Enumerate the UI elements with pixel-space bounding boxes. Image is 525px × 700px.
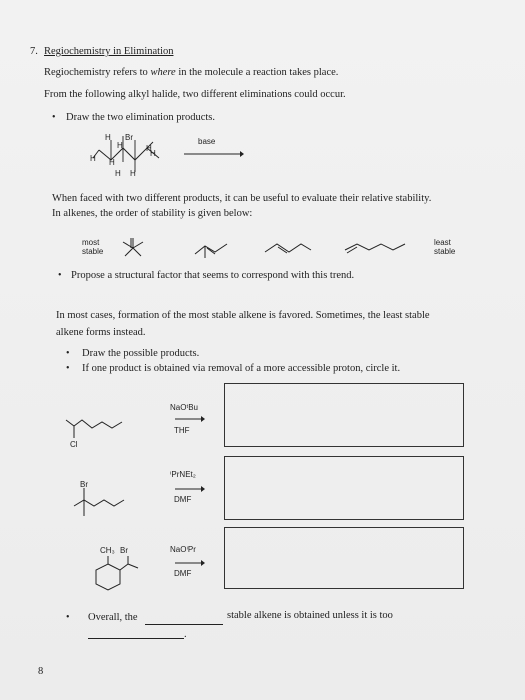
bullet-dot: • xyxy=(66,612,70,623)
cyclohexane-structure xyxy=(90,554,150,604)
bullet-draw-products: Draw the two elimination products. xyxy=(66,112,216,123)
reagent-bottom-a: THF xyxy=(174,426,190,435)
reagent-bottom-c: DMF xyxy=(174,569,192,578)
alkene-stability-series xyxy=(115,234,435,264)
conclusion-end: . xyxy=(184,629,187,640)
atom-h: H xyxy=(117,141,123,150)
substituent-ch3: CH₃ xyxy=(100,546,115,555)
reagent-top-c: NaOⁱPr xyxy=(170,545,196,554)
substituent-cl: Cl xyxy=(70,440,78,449)
reaction-arrow xyxy=(184,150,244,158)
atom-h: H xyxy=(115,169,121,178)
tetrasubstituted-alkene xyxy=(123,238,143,256)
bullet-dot: • xyxy=(66,348,70,359)
reagent-bottom-b: DMF xyxy=(174,495,192,504)
intro-line-1: Regiochemistry refers to where in the molecule a reaction takes place. xyxy=(44,67,339,78)
blank-line-1[interactable] xyxy=(145,624,223,625)
trisubstituted-alkene xyxy=(195,244,227,258)
cases-bullet-1: Draw the possible products. xyxy=(82,348,200,359)
atom-h: H xyxy=(146,144,152,153)
reaction-arrow xyxy=(175,559,205,567)
reagent-base: base xyxy=(198,137,216,146)
atom-h: H xyxy=(150,149,156,158)
substituent-br: Br xyxy=(80,480,88,489)
bullet-dot: • xyxy=(58,270,62,281)
answer-box-c[interactable] xyxy=(224,527,464,589)
substituent-br: Br xyxy=(120,546,128,555)
reagent-top-b: ⁱPrNEt₂ xyxy=(170,470,196,479)
stability-line-2: In alkenes, the order of stability is given below: xyxy=(52,208,253,219)
chloroalkane-structure xyxy=(62,416,132,456)
monosubstituted-alkene xyxy=(345,244,405,253)
cases-bullet-2: If one product is obtained via removal of a more accessible proton, circle it. xyxy=(82,363,401,374)
answer-box-a[interactable] xyxy=(224,383,464,447)
least-stable-label-2: stable xyxy=(434,247,456,256)
bullet-dot: • xyxy=(52,112,56,123)
cases-line-1: In most cases, formation of the most stable alkene is favored. Sometimes, the least stable xyxy=(56,310,430,321)
most-stable-label-2: stable xyxy=(82,247,104,256)
bullet-dot: • xyxy=(66,363,70,374)
alkyl-halide-skeleton xyxy=(85,128,205,188)
atom-h: H xyxy=(90,154,96,163)
structural-factor-prompt: Propose a structural factor that seems to correspond with this trend. xyxy=(71,270,355,281)
question-number: 7. xyxy=(30,46,38,57)
blank-line-2[interactable] xyxy=(88,638,184,639)
stability-line-1: When faced with two different products, it can be useful to evaluate their relative stability. xyxy=(52,193,432,204)
cases-line-2: alkene forms instead. xyxy=(56,327,146,338)
reaction-arrow xyxy=(175,485,205,493)
least-stable-label: least xyxy=(434,238,451,247)
conclusion-pre: Overall, the xyxy=(88,612,138,623)
disubstituted-alkene xyxy=(265,244,311,253)
question-title: Regiochemistry in Elimination xyxy=(44,46,174,57)
reaction-arrow xyxy=(175,415,205,423)
most-stable-label: most xyxy=(82,238,100,247)
bromoalkane-structure xyxy=(68,486,138,526)
page-number: 8 xyxy=(38,666,44,677)
atom-h-top: H xyxy=(105,133,111,142)
conclusion-mid: stable alkene is obtained unless it is too xyxy=(227,610,393,621)
atom-br: Br xyxy=(125,133,133,142)
reagent-top-a: NaOᵗBu xyxy=(170,403,198,412)
intro-line-2: From the following alkyl halide, two different eliminations could occur. xyxy=(44,89,346,100)
answer-box-b[interactable] xyxy=(224,456,464,520)
atom-h: H xyxy=(109,158,115,167)
atom-h: H xyxy=(130,169,136,178)
